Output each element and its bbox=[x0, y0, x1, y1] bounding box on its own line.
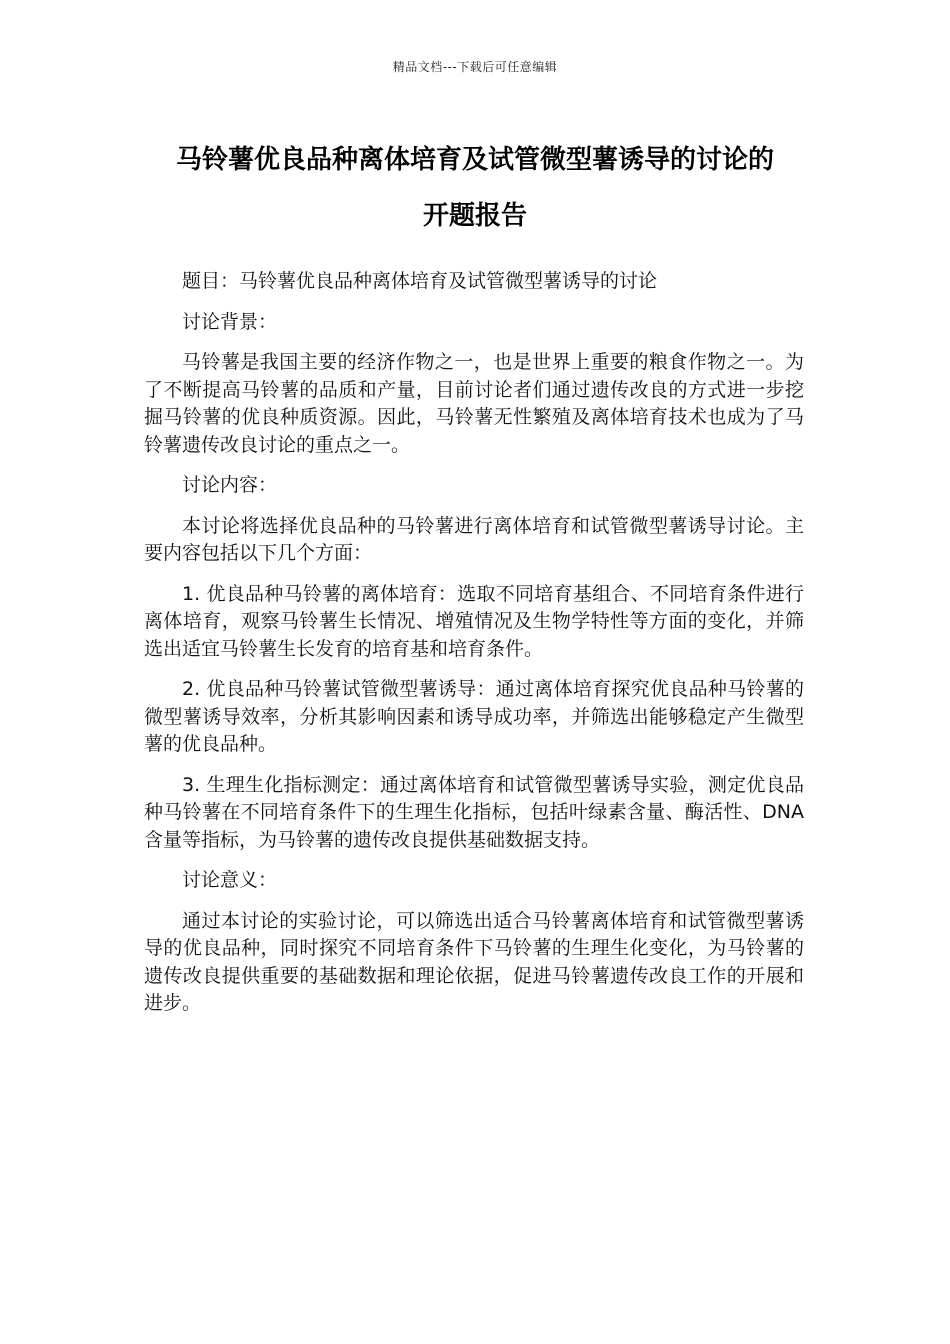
content-item-2: 2. 优良品种马铃薯试管微型薯诱导：通过离体培育探究优良品种马铃薯的微型薯诱导效率，分析其影响因素和诱导成功率，并筛选出能够稳定产生微型薯的优良品种。 bbox=[144, 678, 804, 755]
title-line-1: 马铃薯优良品种离体培育及试管微型薯诱导的讨论的 bbox=[175, 145, 774, 175]
section-label-content: 讨论内容： bbox=[182, 474, 278, 496]
section-label-significance: 讨论意义： bbox=[182, 869, 278, 891]
section-label-background: 讨论背景： bbox=[182, 310, 278, 333]
content-item-1: 1. 优良品种马铃薯的离体培育：选取不同培育基组合、不同培育条件进行离体培育，观察马铃薯生长情况、增殖情况及生物学特性等方面的变化，并筛选出适宜马铃薯生长发育的培育基和培育条件。 bbox=[144, 582, 804, 660]
background-paragraph: 马铃薯是我国主要的经济作物之一，也是世界上重要的粮食作物之一。为了不断提高马铃薯的品质和产量，目前讨论者们通过遗传改良的方式进一步挖掘马铃薯的优良种质资源。因此，马铃薯无性繁殖及离体培育技术也成为了马铃薯遗传改良讨论的重点之一。 bbox=[144, 351, 804, 456]
document-body bbox=[144, 268, 804, 1031]
content-item-3: 3. 生理生化指标测定：通过离体培育和试管微型薯诱导实验，测定优良品种马铃薯在不同培育条件下的生理生化指标，包括叶绿素含量、酶活性、DNA 含量等指标，为马铃薯的遗传改良提供基础数据支持。 bbox=[144, 773, 804, 851]
document-title bbox=[120, 132, 830, 244]
header-note: 精品文档---下载后可任意编辑 bbox=[392, 60, 558, 74]
topic-line: 题目：马铃薯优良品种离体培育及试管微型薯诱导的讨论 bbox=[182, 270, 658, 292]
significance-paragraph: 通过本讨论的实验讨论，可以筛选出适合马铃薯离体培育和试管微型薯诱导的优良品种，同时探究不同培育条件下马铃薯的生理生化变化，为马铃薯的遗传改良提供重要的基础数据和理论依据，促进马铃薯遗传改良工作的开展和进步。 bbox=[144, 909, 804, 1014]
title-line-2: 开题报告 bbox=[422, 201, 527, 231]
content-intro-paragraph: 本讨论将选择优良品种的马铃薯进行离体培育和试管微型薯诱导讨论。主要内容包括以下几个方面： bbox=[144, 514, 804, 564]
